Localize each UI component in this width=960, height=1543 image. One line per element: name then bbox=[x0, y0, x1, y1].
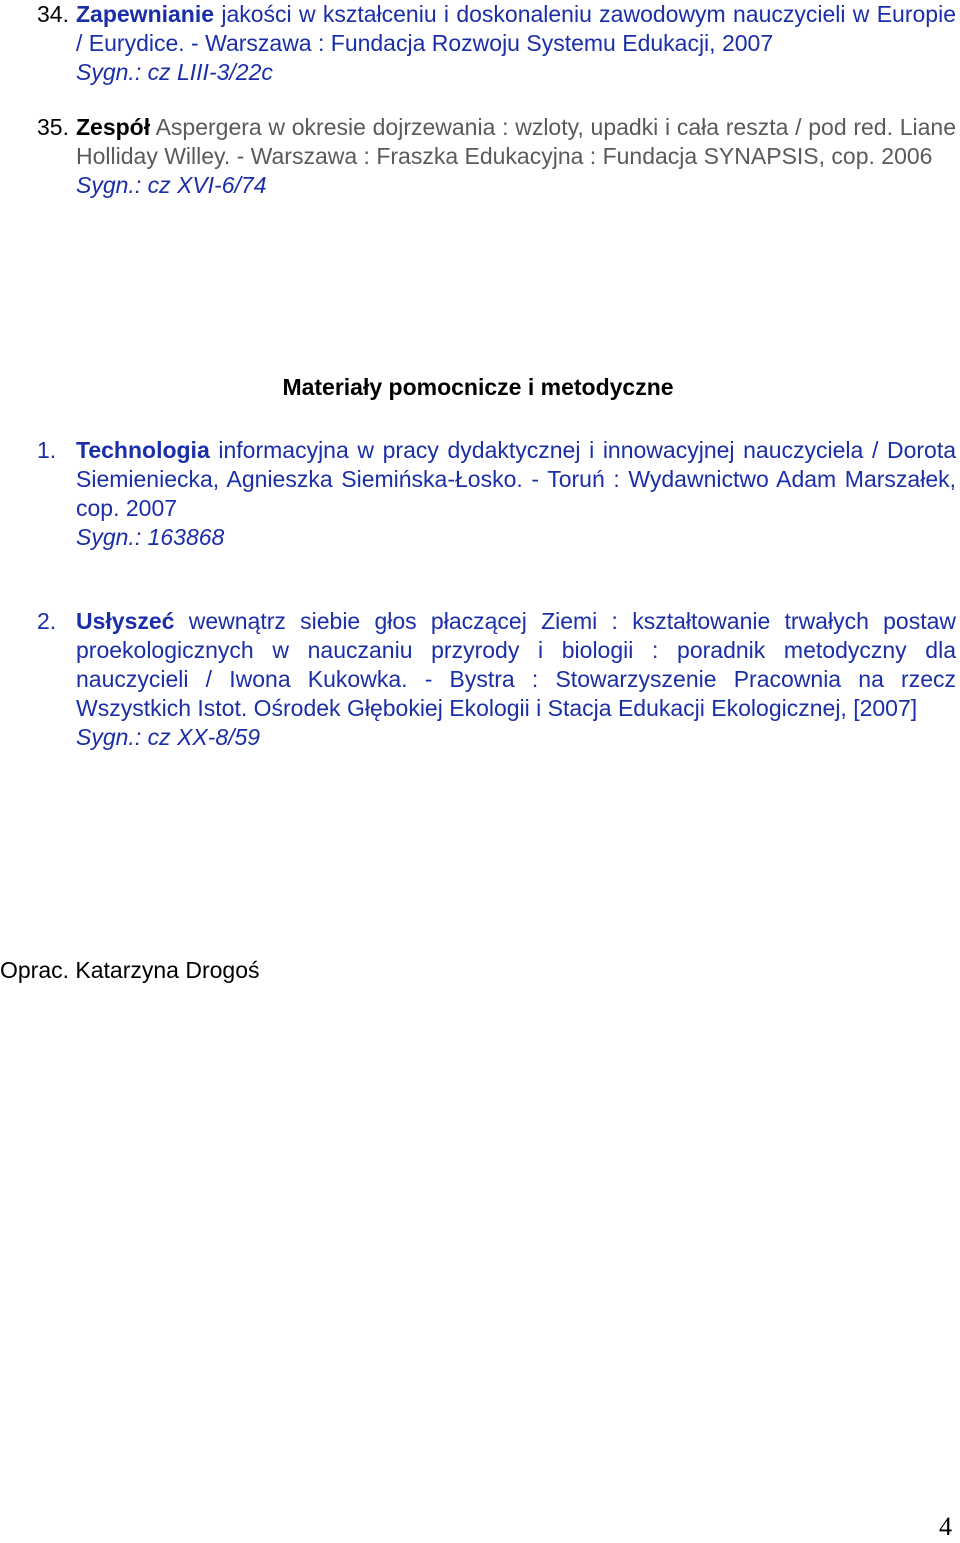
entry-number: 2. bbox=[37, 608, 57, 634]
entry-number: 34. bbox=[37, 1, 69, 27]
entry-body bbox=[76, 113, 956, 200]
compiler-credit: Oprac. Katarzyna Drogoś bbox=[0, 957, 260, 983]
entry-text: informacyjna w pracy dydaktycznej i innowacyjnej nauczyciela / Dorota Siemieniecka, Agnieszka Siemińska-Łosko. - Toruń : Wydawnictwo Adam Marszałek, cop. 2007 bbox=[76, 437, 956, 521]
entry-text: Aspergera w okresie dojrzewania : wzloty, upadki i cała reszta / pod red. Liane Holliday Willey. - Warszawa : Fraszka Edukacyjna : Fundacja SYNAPSIS, cop. 2006 bbox=[76, 114, 956, 169]
section-heading: Materiały pomocnicze i metodyczne bbox=[282, 374, 674, 400]
entry-2 bbox=[0, 607, 956, 752]
entry-lead: Zespół bbox=[76, 114, 151, 140]
entry-text: wewnątrz siebie głos płaczącej Ziemi : kształtowanie trwałych postaw proekologicznych w nauczaniu przyrody i biologii : poradnik metodyczny dla nauczycieli / Iwona Kukowka. - Bystra : Stowarzyszenie Pracownia na rzecz Wszystkich Istot. Ośrodek Głębokiej Ekologii i Stacja Edukacji Ekologicznej, [2007] bbox=[76, 608, 956, 721]
entry-sygn: Sygn.: 163868 bbox=[76, 524, 225, 550]
entry-34 bbox=[0, 0, 956, 87]
entry-number: 35. bbox=[37, 114, 69, 140]
entry-sygn: Sygn.: cz XX-8/59 bbox=[76, 724, 261, 750]
entry-lead: Zapewnianie bbox=[76, 1, 215, 27]
entry-sygn: Sygn.: cz XVI-6/74 bbox=[76, 172, 267, 198]
entry-body bbox=[76, 0, 956, 87]
entry-sygn: Sygn.: cz LIII-3/22c bbox=[76, 59, 273, 85]
entry-1 bbox=[0, 436, 956, 552]
entry-text: jakości w kształceniu i doskonaleniu zawodowym nauczycieli w Europie / Eurydice. - Warszawa : Fundacja Rozwoju Systemu Edukacji, 2007 bbox=[76, 1, 956, 56]
entry-lead: Technologia bbox=[76, 437, 210, 463]
entry-number: 1. bbox=[37, 437, 57, 463]
entry-lead: Usłyszeć bbox=[76, 608, 175, 634]
page-number: 4 bbox=[939, 1512, 952, 1541]
entry-body bbox=[76, 607, 956, 752]
entry-body bbox=[76, 436, 956, 552]
entry-35 bbox=[0, 113, 956, 200]
